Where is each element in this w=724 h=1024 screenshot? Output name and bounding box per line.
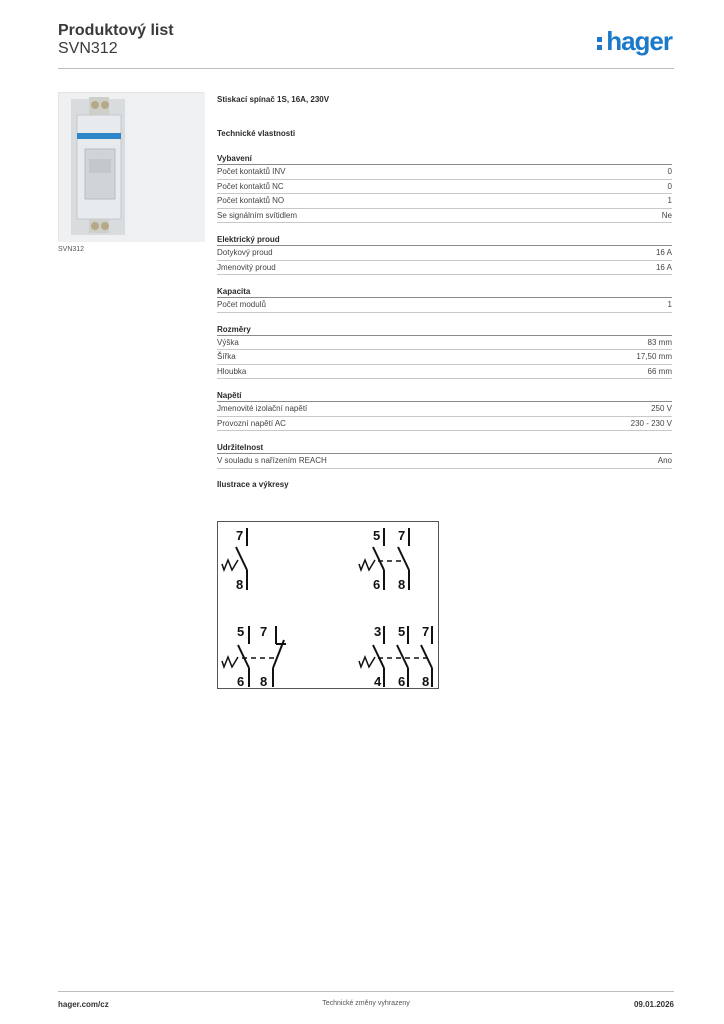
spec-name: Se signálním svítidlem [217, 210, 298, 220]
spec-group-title: Napětí [217, 389, 672, 402]
spec-value: 83 mm [647, 337, 672, 347]
page-header [58, 22, 674, 69]
terminal-label: 7 [260, 624, 268, 639]
spec-group [217, 233, 672, 275]
spec-group [217, 441, 672, 469]
terminal-label: 6 [237, 674, 245, 688]
spec-row [217, 365, 672, 380]
spec-row [217, 350, 672, 365]
terminal-label: 3 [374, 624, 382, 639]
terminal-label: 4 [374, 674, 382, 688]
spec-row [217, 402, 672, 417]
spec-name: Počet kontaktů NO [217, 196, 285, 205]
illustrations-title: Ilustrace a výkresy [217, 479, 289, 489]
spec-row [217, 336, 672, 351]
spec-value: 1 [667, 196, 672, 205]
spec-value: 0 [667, 167, 672, 176]
spec-name: Jmenovité izolační napětí [217, 404, 308, 413]
page-footer [58, 991, 674, 1015]
spec-group [217, 389, 672, 431]
terminal-label: 7 [236, 528, 244, 543]
terminal-label: 8 [236, 577, 244, 592]
switch-schematic-icon [218, 522, 438, 688]
spec-row [217, 417, 672, 432]
spec-group [217, 323, 672, 380]
spec-row [217, 194, 672, 209]
product-content [217, 94, 672, 491]
spec-name: Šířka [217, 352, 236, 361]
spec-value: 1 [667, 300, 672, 309]
terminal-label: 7 [422, 624, 430, 639]
spec-value: 16 A [655, 262, 672, 272]
footer-website: hager.com/cz [58, 1000, 109, 1009]
terminal-label: 7 [398, 528, 406, 543]
spec-group [217, 152, 672, 223]
spec-row [217, 454, 672, 469]
hager-logo [597, 28, 672, 54]
terminal-label: 5 [398, 624, 406, 639]
spec-group-title: Udržitelnost [217, 441, 672, 454]
terminal-label: 8 [398, 577, 406, 592]
spec-value: 0 [667, 181, 672, 191]
image-caption: SVN312 [58, 246, 85, 253]
spec-name: Dotykový proud [217, 248, 273, 257]
spec-row [217, 180, 672, 195]
logo-text: hager [606, 26, 672, 56]
spec-row [217, 261, 672, 276]
spec-name: Výška [217, 337, 239, 347]
terminal-label: 5 [237, 624, 245, 639]
spec-name: Počet kontaktů NC [217, 181, 284, 191]
terminal-label: 8 [422, 674, 430, 688]
document-subtitle: SVN312 [58, 40, 118, 57]
spec-row [217, 298, 672, 313]
terminal-label: 5 [373, 528, 381, 543]
spec-group [217, 285, 672, 313]
product-photo-icon [59, 93, 205, 242]
product-description: Stiskací spínač 1S, 16A, 230V [217, 95, 330, 104]
logo-dots-icon [597, 32, 604, 50]
spec-row [217, 165, 672, 180]
spec-row [217, 246, 672, 261]
spec-value: 230 - 230 V [630, 418, 672, 428]
spec-name: Počet modulů [217, 300, 266, 309]
spec-value: Ano [657, 456, 672, 465]
spec-value: 250 V [651, 404, 672, 413]
footer-note: Technické změny vyhrazeny [322, 1000, 410, 1007]
spec-group-title: Elektrický proud [217, 233, 672, 246]
spec-group-title: Vybavení [217, 152, 672, 165]
spec-name: Provozní napětí AC [217, 418, 286, 428]
wiring-diagram [217, 521, 439, 689]
document-title: Produktový list [58, 22, 174, 39]
terminal-label: 6 [373, 577, 381, 592]
spec-value: 17,50 mm [636, 352, 672, 361]
spec-value: 16 A [655, 248, 672, 257]
spec-name: V souladu s nařízením REACH [217, 456, 327, 465]
spec-name: Počet kontaktů INV [217, 167, 286, 176]
technical-title: Technické vlastnosti [217, 129, 296, 138]
footer-date: 09.01.2026 [633, 1000, 674, 1009]
spec-name: Hloubka [217, 366, 247, 376]
spec-group-title: Rozměry [217, 323, 672, 336]
terminal-label: 8 [260, 674, 268, 688]
terminal-label: 6 [398, 674, 406, 688]
spec-group-title: Kapacita [217, 285, 672, 298]
spec-value: 66 mm [647, 366, 672, 376]
spec-value: Ne [661, 210, 672, 220]
spec-row [217, 209, 672, 224]
spec-name: Jmenovitý proud [217, 262, 276, 272]
product-image [58, 92, 204, 241]
